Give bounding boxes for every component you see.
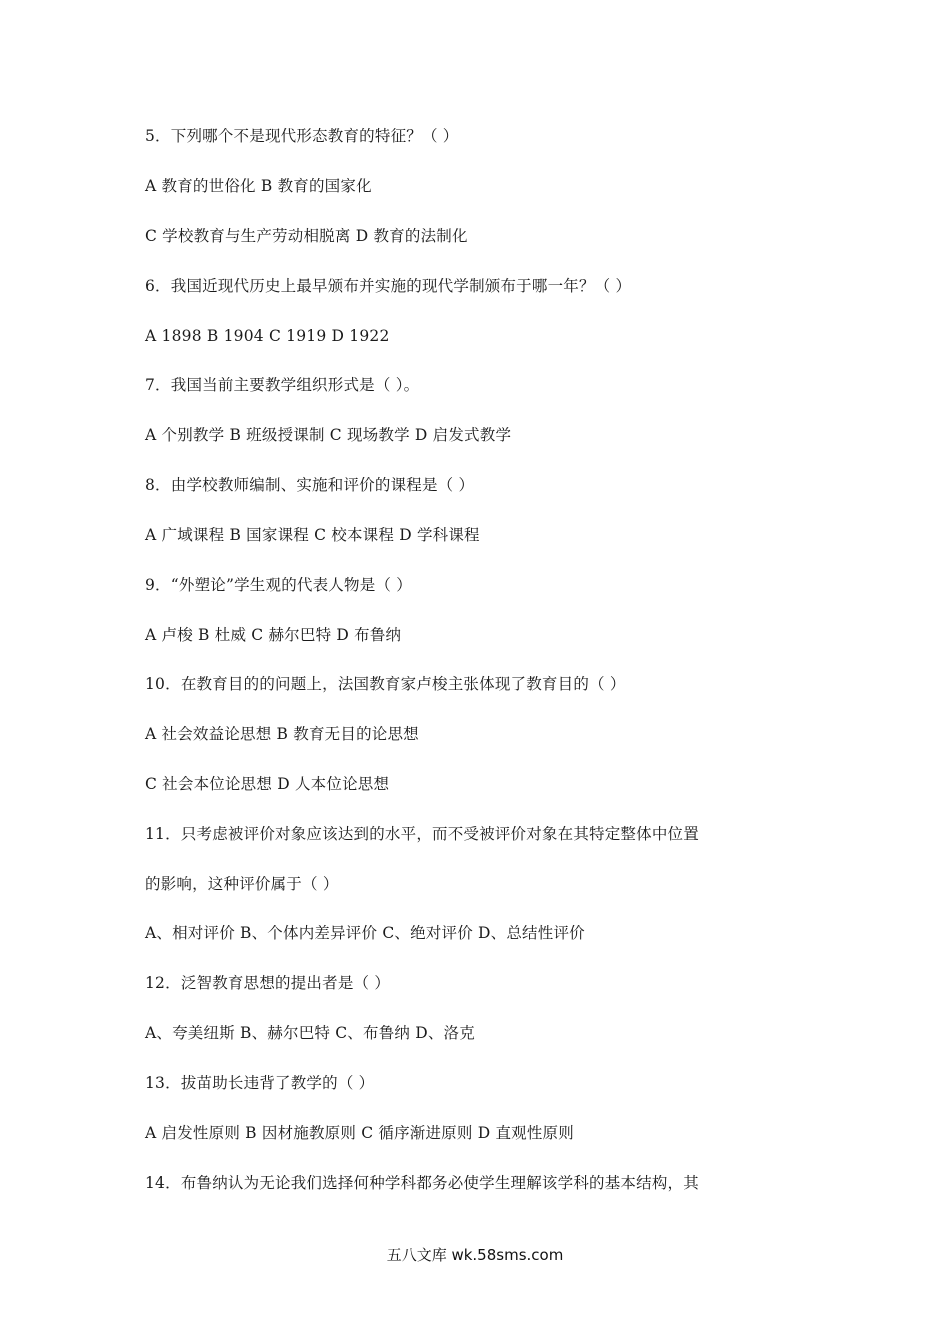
question-9: 9．“外塑论”学生观的代表人物是（ ）	[145, 576, 412, 594]
question-11-line-2: 的影响，这种评价属于（ ）	[145, 875, 339, 893]
question-8-options: A 广域课程 B 国家课程 C 校本课程 D 学科课程	[145, 526, 480, 544]
footer-watermark: 五八文库 wk.58sms.com	[386, 1246, 564, 1264]
question-10: 10．在教育目的的问题上，法国教育家卢梭主张体现了教育目的（ ）	[145, 675, 626, 693]
question-14-line-1: 14．布鲁纳认为无论我们选择何种学科都务必使学生理解该学科的基本结构，其	[145, 1174, 699, 1192]
question-8: 8．由学校教师编制、实施和评价的课程是（ ）	[145, 476, 475, 494]
question-7: 7．我国当前主要教学组织形式是（ ）。	[145, 376, 420, 394]
question-5-options-ab: A 教育的世俗化 B 教育的国家化	[145, 177, 372, 195]
question-5-options-cd: C 学校教育与生产劳动相脱离 D 教育的法制化	[145, 227, 468, 245]
question-10-options-ab: A 社会效益论思想 B 教育无目的论思想	[145, 725, 419, 743]
question-10-options-cd: C 社会本位论思想 D 人本位论思想	[145, 775, 390, 793]
question-11-line-1: 11．只考虑被评价对象应该达到的水平，而不受被评价对象在其特定整体中位置	[145, 825, 699, 843]
question-13: 13．拔苗助长违背了教学的（ ）	[145, 1074, 375, 1092]
question-7-options: A 个别教学 B 班级授课制 C 现场教学 D 启发式教学	[145, 426, 512, 444]
question-12: 12．泛智教育思想的提出者是（ ）	[145, 974, 391, 992]
question-6: 6．我国近现代历史上最早颁布并实施的现代学制颁布于哪一年？（ ）	[145, 277, 632, 295]
question-12-options: A、夸美纽斯 B、赫尔巴特 C、布鲁纳 D、洛克	[145, 1024, 475, 1042]
question-13-options: A 启发性原则 B 因材施教原则 C 循序渐进原则 D 直观性原则	[145, 1124, 574, 1142]
question-11-options: A、相对评价 B、个体内差异评价 C、绝对评价 D、总结性评价	[145, 924, 585, 942]
question-5: 5．下列哪个不是现代形态教育的特征？（ ）	[145, 127, 459, 145]
question-9-options: A 卢梭 B 杜威 C 赫尔巴特 D 布鲁纳	[145, 626, 402, 644]
question-6-options: A 1898 B 1904 C 1919 D 1922	[145, 327, 390, 345]
